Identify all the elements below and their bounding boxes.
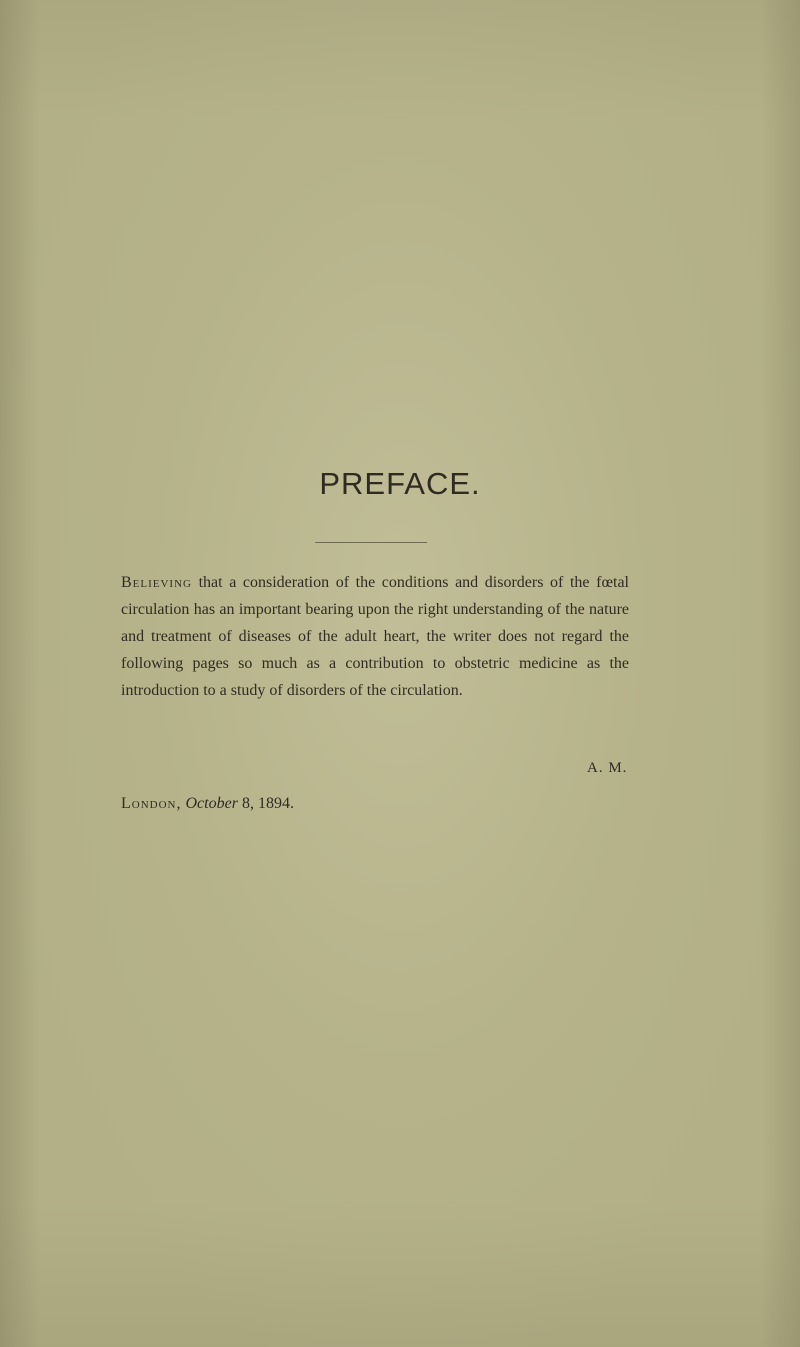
preface-paragraph bbox=[121, 569, 629, 704]
dateline-date: 8, 1894. bbox=[241, 795, 294, 812]
title-rule bbox=[315, 542, 427, 543]
page-title: PREFACE. bbox=[319, 466, 481, 501]
author-initials: A. M. bbox=[587, 760, 628, 776]
opening-word: Believing bbox=[121, 574, 192, 591]
dateline bbox=[121, 795, 294, 813]
preface-body: that a consideration of the conditions and disorders of the fœtal circulation has an important bearing upon the right understanding of the nature and treatment of diseases of the adult heart, the writer does not regard the following pages so much as a contribution to obstetric medicine as the introduction to a study of disorders of the circulation. bbox=[121, 574, 629, 699]
dateline-month: October bbox=[185, 795, 238, 812]
dateline-place: London, bbox=[121, 795, 182, 812]
